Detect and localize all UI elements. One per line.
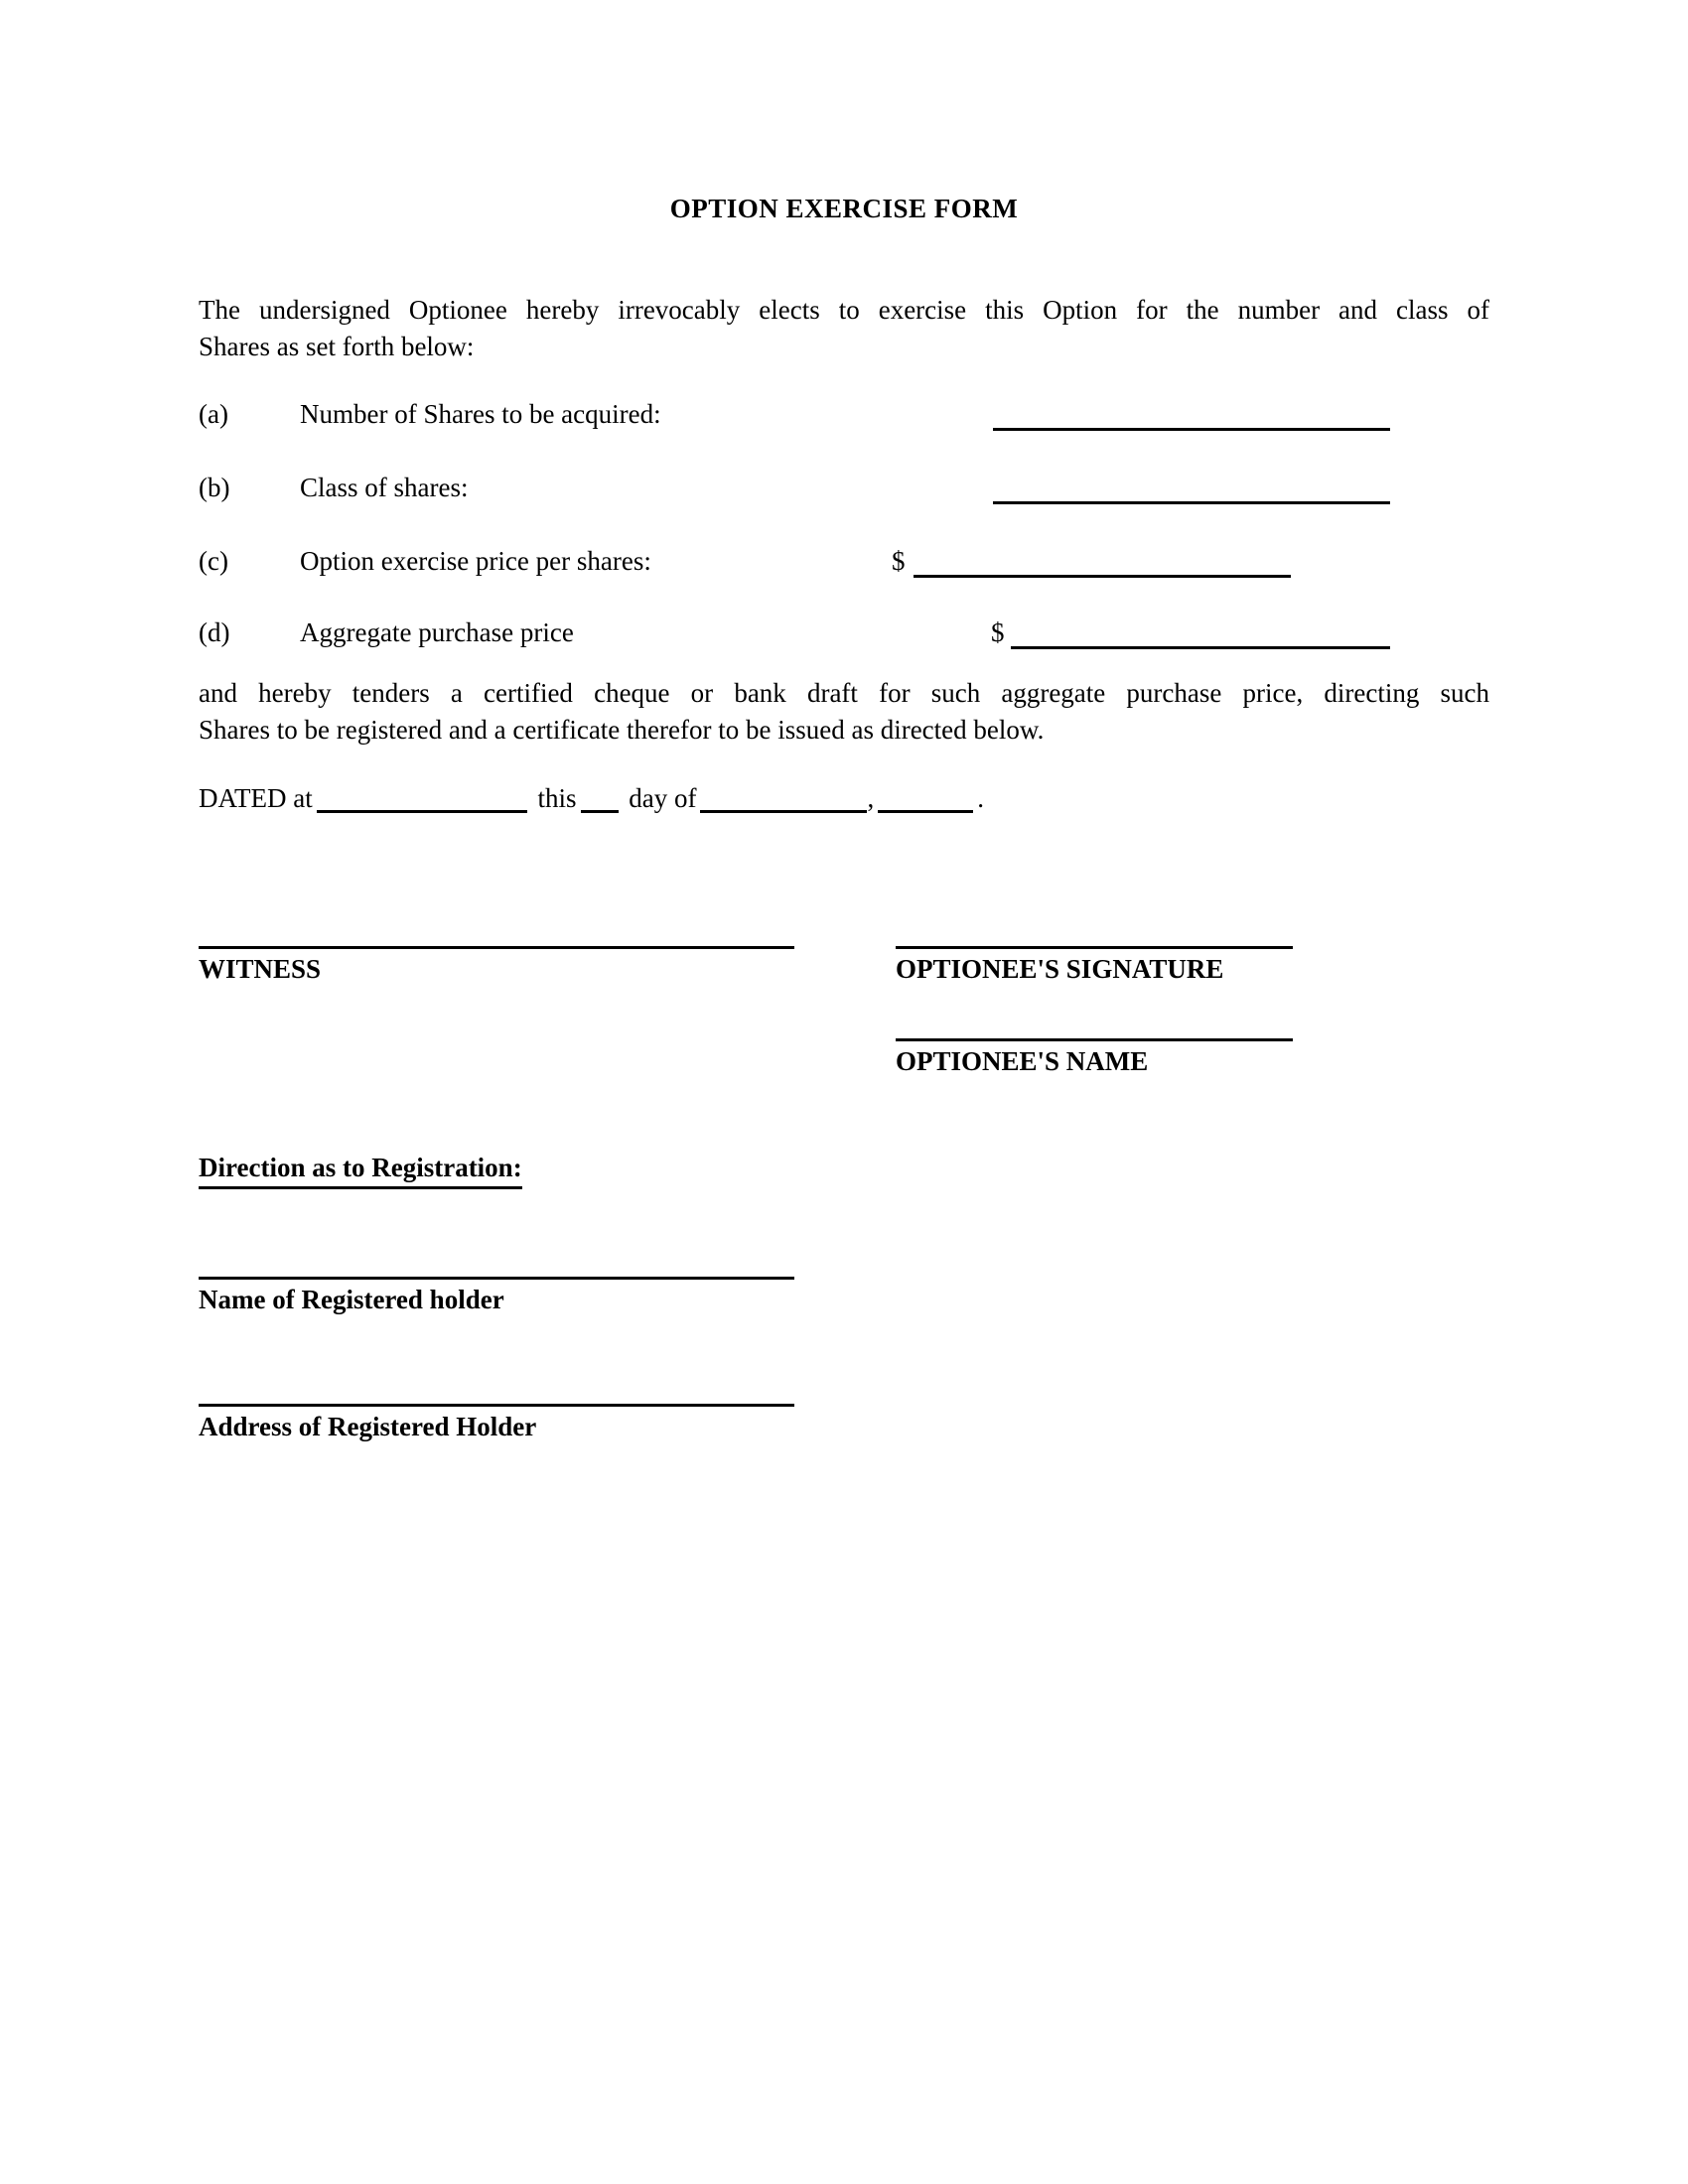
- item-a-marker: (a): [199, 399, 228, 429]
- item-b-marker: (b): [199, 473, 230, 502]
- item-d-label: Aggregate purchase price: [300, 617, 574, 647]
- witness-label: WITNESS: [199, 954, 322, 984]
- item-row-b: [199, 472, 1489, 504]
- dated-day-field[interactable]: [581, 784, 619, 813]
- item-c-marker: (c): [199, 546, 228, 576]
- registration-heading: [199, 1152, 522, 1189]
- optionee-name-label: OPTIONEE'S NAME: [896, 1046, 1149, 1076]
- registration-heading-text: Direction as to Registration:: [199, 1152, 522, 1189]
- intro-paragraph: [199, 292, 1489, 365]
- dated-prefix: DATED at: [199, 783, 313, 813]
- dated-month-field[interactable]: [700, 784, 867, 813]
- dated-year-field[interactable]: [878, 784, 973, 813]
- dated-this-label: this: [537, 783, 577, 813]
- optionee-signature-label: OPTIONEE'S SIGNATURE: [896, 954, 1224, 984]
- page-title: OPTION EXERCISE FORM: [669, 194, 1019, 223]
- item-row-a: [199, 398, 1489, 431]
- registered-holder-name-label: Name of Registered holder: [199, 1285, 504, 1314]
- item-c-label: Option exercise price per shares:: [300, 546, 651, 576]
- registered-holder-address-label: Address of Registered Holder: [199, 1412, 537, 1441]
- registered-holder-address-field[interactable]: [199, 1404, 794, 1407]
- tender-line-1: and hereby tenders a certified cheque or bank draft for such aggregate purchase price, directing such: [199, 678, 1489, 708]
- item-d-marker: (d): [199, 617, 230, 647]
- dated-day-of-label: day of: [629, 783, 697, 813]
- optionee-name-field[interactable]: [896, 1038, 1293, 1041]
- dated-line: [199, 782, 1489, 815]
- dated-comma: ,: [867, 783, 875, 813]
- item-row-c: [199, 545, 1489, 578]
- item-d-dollar-sign: $: [991, 617, 1005, 647]
- item-row-d: [199, 616, 1489, 649]
- aggregate-price-field[interactable]: [1011, 646, 1390, 649]
- registered-holder-name-field[interactable]: [199, 1277, 794, 1280]
- tender-paragraph: [199, 675, 1489, 749]
- shares-class-field[interactable]: [993, 501, 1390, 504]
- dated-place-field[interactable]: [317, 784, 527, 813]
- intro-line-1: The undersigned Optionee hereby irrevocably elects to exercise this Option for the number and class of: [199, 295, 1489, 325]
- tender-line-2: Shares to be registered and a certificate therefor to be issued as directed below.: [199, 715, 1045, 745]
- item-b-label: Class of shares:: [300, 473, 469, 502]
- witness-signature-field[interactable]: [199, 946, 794, 949]
- item-c-dollar-sign: $: [892, 546, 906, 576]
- item-a-label: Number of Shares to be acquired:: [300, 399, 661, 429]
- dated-period: .: [977, 783, 984, 813]
- intro-line-2: Shares as set forth below:: [199, 332, 475, 361]
- optionee-signature-field[interactable]: [896, 946, 1293, 949]
- price-per-share-field[interactable]: [914, 575, 1291, 578]
- shares-number-field[interactable]: [993, 428, 1390, 431]
